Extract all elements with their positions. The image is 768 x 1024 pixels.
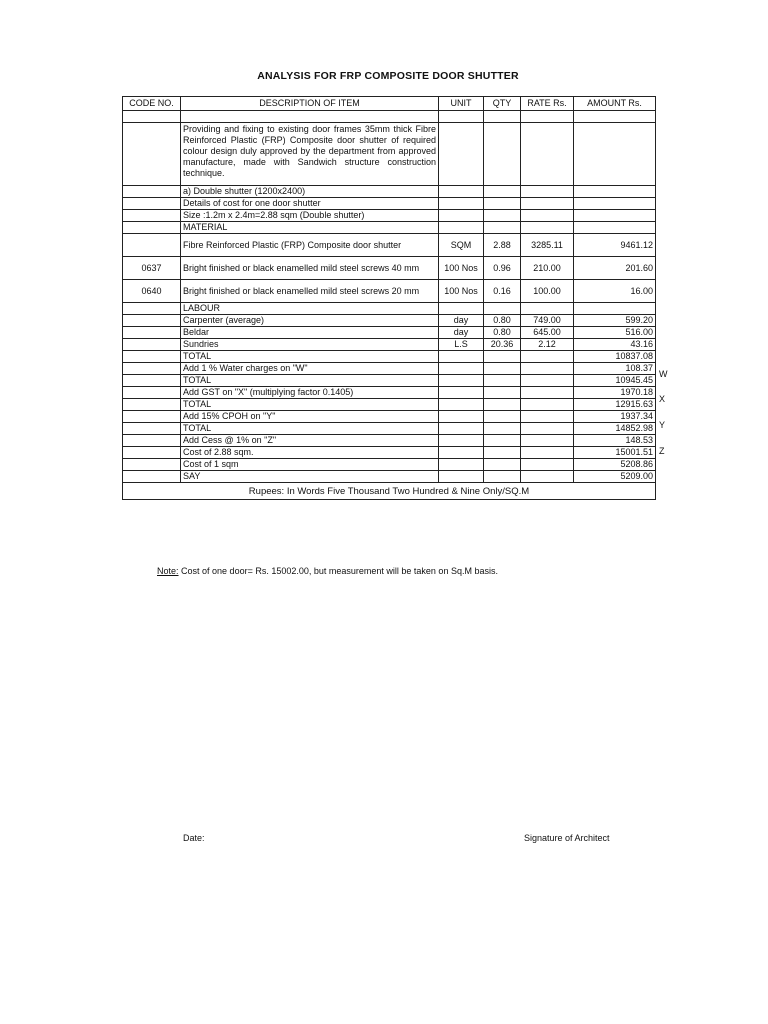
- note-label: Note:: [157, 566, 179, 576]
- marker-z: Z: [659, 446, 665, 456]
- cell-qty: [484, 459, 521, 471]
- cell-unit: day: [439, 327, 484, 339]
- cell-description: Add 1 % Water charges on "W": [181, 363, 439, 375]
- cell-description: Add Cess @ 1% on "Z": [181, 435, 439, 447]
- table-row: [123, 315, 656, 327]
- marker-x: X: [659, 394, 666, 404]
- cell-rate: [521, 387, 574, 399]
- table-row: [123, 363, 656, 375]
- cell-unit: [439, 435, 484, 447]
- cell-amount: 10945.45: [574, 375, 656, 387]
- cell-rate: [521, 198, 574, 210]
- cell-code: [123, 210, 181, 222]
- cell-amount: [574, 186, 656, 198]
- cell-description: Carpenter (average): [181, 315, 439, 327]
- cell-amount: 516.00: [574, 327, 656, 339]
- cell-amount: 108.37: [574, 363, 656, 375]
- cell-qty: [484, 222, 521, 234]
- cell-rate: 3285.11: [521, 234, 574, 257]
- header-rate: RATE Rs.: [521, 97, 574, 111]
- cell-description: Beldar: [181, 327, 439, 339]
- cell-unit: [439, 447, 484, 459]
- cell-description: MATERIAL: [181, 222, 439, 234]
- cell-amount: [574, 123, 656, 186]
- table-row: [123, 257, 656, 280]
- table-row: [123, 447, 656, 459]
- cell-code: [123, 111, 181, 123]
- header-unit: UNIT: [439, 97, 484, 111]
- table-row: [123, 222, 656, 234]
- cell-qty: [484, 387, 521, 399]
- cell-rate: [521, 411, 574, 423]
- cell-amount: 148.53: [574, 435, 656, 447]
- cell-unit: [439, 303, 484, 315]
- cell-description: Providing and fixing to existing door frames 35mm thick Fibre Reinforced Plastic (FRP) Composite door shutter of required colour design duly approved by the department from approved manufacture, made with Sandwich structure construction technique.: [181, 123, 439, 186]
- cell-description: TOTAL: [181, 423, 439, 435]
- cell-rate: [521, 210, 574, 222]
- cell-rate: [521, 303, 574, 315]
- cell-qty: [484, 303, 521, 315]
- amount-in-words: Rupees: In Words Five Thousand Two Hundred & Nine Only/SQ.M: [123, 483, 656, 500]
- cell-code: [123, 222, 181, 234]
- cell-unit: [439, 399, 484, 411]
- cell-description: LABOUR: [181, 303, 439, 315]
- cell-description: Add 15% CPOH on "Y": [181, 411, 439, 423]
- cell-amount: [574, 198, 656, 210]
- header-description: DESCRIPTION OF ITEM: [181, 97, 439, 111]
- cell-description: TOTAL: [181, 399, 439, 411]
- cell-description: [181, 111, 439, 123]
- cell-description: SAY: [181, 471, 439, 483]
- table-row: [123, 234, 656, 257]
- cell-qty: [484, 198, 521, 210]
- marker-w: W: [659, 369, 668, 379]
- cell-code: [123, 123, 181, 186]
- cell-qty: [484, 123, 521, 186]
- cell-qty: [484, 351, 521, 363]
- cell-qty: 0.16: [484, 280, 521, 303]
- cell-description: Bright finished or black enamelled mild steel screws 20 mm: [181, 280, 439, 303]
- amount-in-words-row: [123, 483, 656, 500]
- cell-rate: [521, 399, 574, 411]
- cell-description: Fibre Reinforced Plastic (FRP) Composite door shutter: [181, 234, 439, 257]
- cell-qty: [484, 435, 521, 447]
- cell-code: [123, 399, 181, 411]
- table-row: [123, 435, 656, 447]
- cell-rate: [521, 351, 574, 363]
- cell-rate: [521, 111, 574, 123]
- cell-code: [123, 375, 181, 387]
- cell-unit: [439, 123, 484, 186]
- cell-qty: 20.36: [484, 339, 521, 351]
- cell-rate: [521, 459, 574, 471]
- cell-amount: 16.00: [574, 280, 656, 303]
- cell-code: [123, 387, 181, 399]
- cell-qty: [484, 411, 521, 423]
- cell-amount: 5208.86: [574, 459, 656, 471]
- cell-amount: 14852.98: [574, 423, 656, 435]
- cell-rate: [521, 123, 574, 186]
- cell-unit: [439, 198, 484, 210]
- cell-amount: 10837.08: [574, 351, 656, 363]
- table-header-row: [123, 97, 656, 111]
- cell-amount: 1937.34: [574, 411, 656, 423]
- cell-rate: 100.00: [521, 280, 574, 303]
- cell-unit: [439, 423, 484, 435]
- cell-qty: [484, 186, 521, 198]
- cell-code: [123, 339, 181, 351]
- cell-code: [123, 327, 181, 339]
- header-amount: AMOUNT Rs.: [574, 97, 656, 111]
- cell-qty: [484, 111, 521, 123]
- cell-unit: [439, 351, 484, 363]
- table-row: [123, 186, 656, 198]
- cell-description: TOTAL: [181, 375, 439, 387]
- table-row: [123, 411, 656, 423]
- cell-unit: [439, 186, 484, 198]
- cell-code: [123, 363, 181, 375]
- cell-code: [123, 447, 181, 459]
- cell-amount: 599.20: [574, 315, 656, 327]
- cell-unit: [439, 111, 484, 123]
- cell-qty: 0.80: [484, 327, 521, 339]
- cell-description: Details of cost for one door shutter: [181, 198, 439, 210]
- table-row: [123, 399, 656, 411]
- cell-amount: 15001.51: [574, 447, 656, 459]
- cell-code: [123, 411, 181, 423]
- cell-unit: L.S: [439, 339, 484, 351]
- cell-amount: 12915.63: [574, 399, 656, 411]
- cell-amount: 43.16: [574, 339, 656, 351]
- cell-unit: day: [439, 315, 484, 327]
- cell-rate: [521, 471, 574, 483]
- cell-unit: [439, 411, 484, 423]
- cell-unit: [439, 459, 484, 471]
- cell-amount: [574, 303, 656, 315]
- cell-rate: 749.00: [521, 315, 574, 327]
- cell-rate: [521, 222, 574, 234]
- date-label: Date:: [183, 833, 205, 843]
- cell-code: [123, 471, 181, 483]
- cell-qty: 2.88: [484, 234, 521, 257]
- cell-qty: [484, 375, 521, 387]
- header-code: CODE NO.: [123, 97, 181, 111]
- cell-unit: [439, 222, 484, 234]
- cell-unit: [439, 363, 484, 375]
- cell-code: [123, 198, 181, 210]
- cell-description: Sundries: [181, 339, 439, 351]
- cell-qty: 0.96: [484, 257, 521, 280]
- cell-unit: 100 Nos: [439, 280, 484, 303]
- cell-rate: [521, 435, 574, 447]
- cell-unit: [439, 471, 484, 483]
- table-row: [123, 303, 656, 315]
- cell-code: [123, 351, 181, 363]
- cell-code: [123, 423, 181, 435]
- cell-description: TOTAL: [181, 351, 439, 363]
- note-text: Cost of one door= Rs. 15002.00, but measurement will be taken on Sq.M basis.: [181, 566, 498, 576]
- cell-code: [123, 435, 181, 447]
- cell-rate: [521, 447, 574, 459]
- header-qty: QTY: [484, 97, 521, 111]
- cell-code: [123, 459, 181, 471]
- cell-rate: 2.12: [521, 339, 574, 351]
- cell-description: Bright finished or black enamelled mild steel screws 40 mm: [181, 257, 439, 280]
- cell-rate: [521, 363, 574, 375]
- cell-amount: [574, 111, 656, 123]
- table-row: [123, 280, 656, 303]
- cell-amount: [574, 210, 656, 222]
- cell-unit: [439, 387, 484, 399]
- cell-rate: 210.00: [521, 257, 574, 280]
- cell-qty: [484, 210, 521, 222]
- cell-qty: [484, 471, 521, 483]
- cell-description: Cost of 2.88 sqm.: [181, 447, 439, 459]
- cell-amount: 5209.00: [574, 471, 656, 483]
- cell-unit: [439, 210, 484, 222]
- table-row: [123, 210, 656, 222]
- cell-code: [123, 315, 181, 327]
- table-row: [123, 111, 656, 123]
- table-row: [123, 459, 656, 471]
- cell-rate: 645.00: [521, 327, 574, 339]
- cell-qty: [484, 423, 521, 435]
- table-row: [123, 339, 656, 351]
- cell-rate: [521, 375, 574, 387]
- cell-unit: [439, 375, 484, 387]
- document-title: ANALYSIS FOR FRP COMPOSITE DOOR SHUTTER: [257, 70, 519, 82]
- note: [157, 566, 498, 576]
- cell-rate: [521, 423, 574, 435]
- marker-y: Y: [659, 420, 666, 430]
- cell-code: [123, 303, 181, 315]
- cell-rate: [521, 186, 574, 198]
- table-row: [123, 423, 656, 435]
- cell-code: 0640: [123, 280, 181, 303]
- cell-description: Size :1.2m x 2.4m=2.88 sqm (Double shutter): [181, 210, 439, 222]
- cell-description: Add GST on "X" (multiplying factor 0.1405): [181, 387, 439, 399]
- cell-code: [123, 234, 181, 257]
- cell-amount: 1970.18: [574, 387, 656, 399]
- table-row: [123, 198, 656, 210]
- cell-unit: 100 Nos: [439, 257, 484, 280]
- cell-qty: [484, 363, 521, 375]
- cell-code: 0637: [123, 257, 181, 280]
- cell-qty: [484, 447, 521, 459]
- cell-description: Cost of 1 sqm: [181, 459, 439, 471]
- table-row: [123, 123, 656, 186]
- table-row: [123, 471, 656, 483]
- cell-amount: [574, 222, 656, 234]
- cell-qty: 0.80: [484, 315, 521, 327]
- table-row: [123, 375, 656, 387]
- cell-description: a) Double shutter (1200x2400): [181, 186, 439, 198]
- signature-label: Signature of Architect: [524, 833, 610, 843]
- table-row: [123, 327, 656, 339]
- cell-amount: 201.60: [574, 257, 656, 280]
- cell-amount: 9461.12: [574, 234, 656, 257]
- cell-unit: SQM: [439, 234, 484, 257]
- rate-analysis-table: [122, 96, 656, 500]
- cell-code: [123, 186, 181, 198]
- cell-qty: [484, 399, 521, 411]
- table-row: [123, 387, 656, 399]
- table-row: [123, 351, 656, 363]
